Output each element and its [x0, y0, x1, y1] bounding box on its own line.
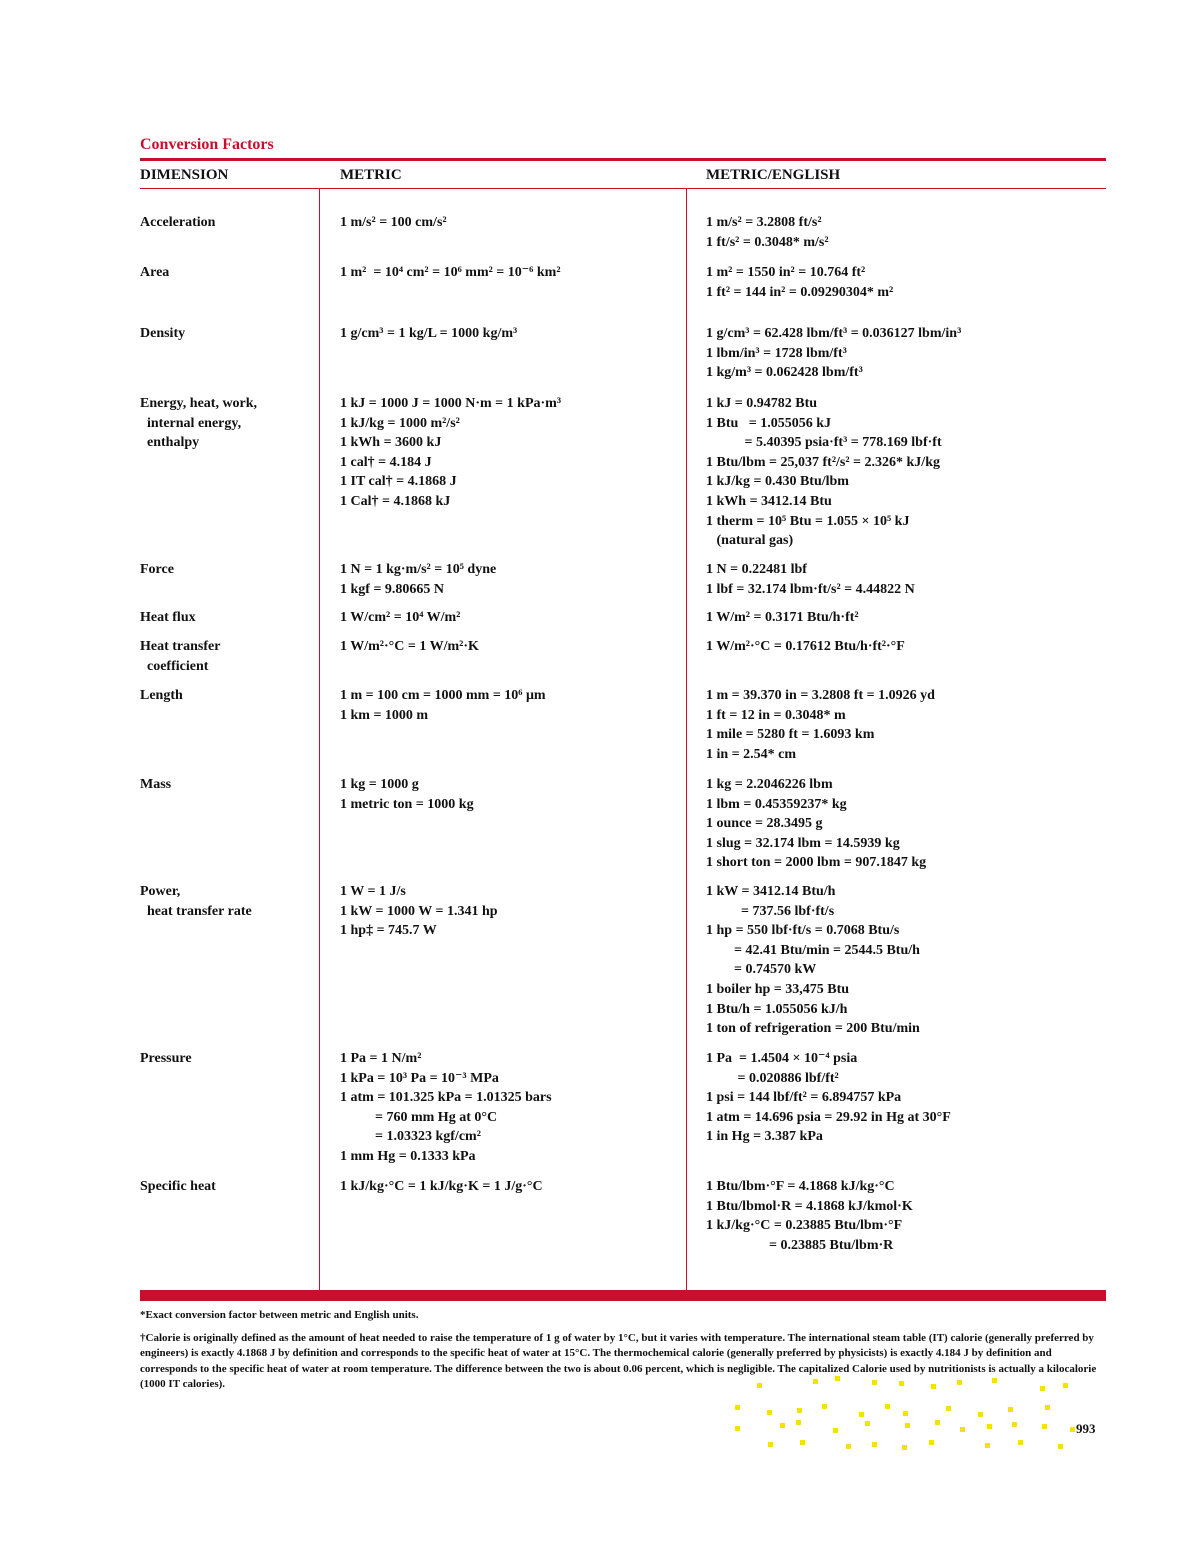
dimension-cell	[140, 1177, 315, 1197]
decorative-dot	[859, 1412, 864, 1417]
cell-line: 1 m/s² = 100 cm/s²	[340, 215, 447, 230]
table-header	[140, 167, 1106, 187]
cell-line: 1 W/m² = 0.3171 Btu/h·ft²	[706, 610, 859, 625]
metric-cell	[340, 686, 680, 725]
dimension-cell	[140, 213, 315, 233]
decorative-dot	[872, 1442, 877, 1447]
column-divider	[686, 188, 687, 1290]
cell-line: enthalpy	[140, 435, 200, 451]
decorative-dot	[800, 1440, 805, 1445]
cell-line: = 0.23885 Btu/lbm·R	[706, 1237, 894, 1253]
cell-line: 1 mm Hg = 0.1333 kPa	[340, 1148, 476, 1164]
decorative-dot	[757, 1383, 762, 1388]
cell-line: Specific heat	[140, 1179, 216, 1194]
cell-line: 1 short ton = 2000 lbm = 907.1847 kg	[706, 855, 927, 871]
cell-line: 1 kJ/kg = 1000 m²/s²	[340, 415, 460, 431]
cell-line: = 5.40395 psia·ft³ = 778.169 lbf·ft	[706, 435, 942, 451]
decorative-dot	[797, 1408, 802, 1413]
cell-line: 1 lbm = 0.45359237* kg	[706, 796, 847, 812]
cell-line: 1 g/cm³ = 62.428 lbm/ft³ = 0.036127 lbm/in³	[706, 326, 962, 341]
cell-line: 1 kWh = 3412.14 Btu	[706, 493, 832, 509]
cell-line: = 737.56 lbf·ft/s	[706, 903, 835, 919]
cell-line: = 42.41 Btu/min = 2544.5 Btu/h	[706, 942, 920, 958]
metric-cell	[340, 394, 680, 512]
decorative-dot	[902, 1445, 907, 1450]
cell-line: Acceleration	[140, 215, 216, 230]
cell-line: 1 m² = 10⁴ cm² = 10⁶ mm² = 10⁻⁶ km²	[340, 265, 561, 280]
header-metric: METRIC	[340, 167, 402, 183]
cell-line: = 1.03323 kgf/cm²	[340, 1129, 481, 1145]
cell-line: 1 Cal† = 4.1868 kJ	[340, 493, 451, 509]
decorative-dot	[1040, 1386, 1045, 1391]
dimension-cell	[140, 560, 315, 580]
metric-english-cell	[706, 637, 1106, 657]
cell-line: Length	[140, 688, 183, 703]
cell-line: 1 in Hg = 3.387 kPa	[706, 1129, 823, 1145]
decorative-dot	[899, 1381, 904, 1386]
metric-cell	[340, 324, 680, 344]
cell-line: 1 lbm/in³ = 1728 lbm/ft³	[706, 345, 847, 361]
cell-line: 1 cal† = 4.184 J	[340, 454, 432, 470]
cell-line: 1 m = 39.370 in = 3.2808 ft = 1.0926 yd	[706, 688, 935, 703]
cell-line: 1 Btu/lbm = 25,037 ft²/s² = 2.326* kJ/kg	[706, 454, 940, 470]
cell-line: 1 Pa = 1.4504 × 10⁻⁴ psia	[706, 1051, 858, 1066]
dimension-cell	[140, 324, 315, 344]
dimension-cell	[140, 686, 315, 706]
cell-line: 1 kJ/kg·°C = 0.23885 Btu/lbm·°F	[706, 1218, 903, 1234]
cell-line: Pressure	[140, 1051, 192, 1066]
cell-line: Heat flux	[140, 610, 196, 625]
cell-line: heat transfer rate	[140, 903, 252, 919]
cell-line: 1 Pa = 1 N/m²	[340, 1051, 422, 1066]
decorative-dot	[985, 1443, 990, 1448]
metric-english-cell	[706, 686, 1106, 764]
decorative-dot	[768, 1442, 773, 1447]
decorative-dot	[1045, 1405, 1050, 1410]
cell-line: 1 N = 1 kg·m/s² = 10⁵ dyne	[340, 562, 497, 577]
metric-cell	[340, 775, 680, 814]
column-divider	[319, 188, 320, 1290]
cell-line: 1 ounce = 28.3495 g	[706, 816, 823, 832]
cell-line: 1 Btu/lbmol·R = 4.1868 kJ/kmol·K	[706, 1198, 913, 1214]
cell-line: internal energy,	[140, 415, 242, 431]
decorative-dot	[987, 1424, 992, 1429]
dimension-cell	[140, 1049, 315, 1069]
cell-line: 1 ft/s² = 0.3048* m/s²	[706, 234, 829, 250]
decorative-dot	[905, 1423, 910, 1428]
page-title: Conversion Factors	[140, 136, 274, 153]
cell-line: 1 kWh = 3600 kJ	[340, 435, 442, 451]
footnote-exact: *Exact conversion factor between metric and English units.	[140, 1309, 419, 1321]
dimension-cell	[140, 775, 315, 795]
header-metric-english: METRIC/ENGLISH	[706, 167, 841, 183]
cell-line: 1 IT cal† = 4.1868 J	[340, 474, 457, 490]
cell-line: 1 W/cm² = 10⁴ W/m²	[340, 610, 461, 625]
cell-line: 1 W = 1 J/s	[340, 884, 406, 899]
bottom-rule	[140, 1290, 1106, 1301]
cell-line: 1 psi = 144 lbf/ft² = 6.894757 kPa	[706, 1090, 902, 1106]
decorative-dot	[935, 1420, 940, 1425]
cell-line: 1 m = 100 cm = 1000 mm = 10⁶ μm	[340, 688, 546, 703]
metric-english-cell	[706, 608, 1106, 628]
decorative-dot	[931, 1384, 936, 1389]
cell-line: 1 kg = 2.2046226 lbm	[706, 777, 833, 792]
cell-line: Area	[140, 265, 170, 280]
decorative-dot	[946, 1406, 951, 1411]
metric-cell	[340, 1049, 680, 1167]
decorative-dot	[796, 1420, 801, 1425]
metric-english-cell	[706, 394, 1106, 551]
dimension-cell	[140, 263, 315, 283]
metric-english-cell	[706, 882, 1106, 1039]
decorative-dot	[813, 1379, 818, 1384]
cell-line: = 0.020886 lbf/ft²	[706, 1070, 839, 1086]
cell-line: Mass	[140, 777, 172, 792]
cell-line: = 760 mm Hg at 0°C	[340, 1109, 498, 1125]
decorative-dot	[885, 1404, 890, 1409]
cell-line: 1 kJ/kg = 0.430 Btu/lbm	[706, 474, 849, 490]
metric-english-cell	[706, 263, 1106, 302]
metric-english-cell	[706, 775, 1106, 873]
cell-line: 1 g/cm³ = 1 kg/L = 1000 kg/m³	[340, 326, 518, 341]
metric-english-cell	[706, 560, 1106, 599]
decorative-dot	[835, 1376, 840, 1381]
cell-line: = 0.74570 kW	[706, 962, 817, 978]
cell-line: 1 therm = 10⁵ Btu = 1.055 × 10⁵ kJ	[706, 513, 910, 529]
dimension-cell	[140, 608, 315, 628]
decorative-dot	[1018, 1440, 1023, 1445]
cell-line: 1 mile = 5280 ft = 1.6093 km	[706, 727, 875, 743]
decorative-dot	[1063, 1383, 1068, 1388]
metric-english-cell	[706, 213, 1106, 252]
decorative-dot	[992, 1378, 997, 1383]
cell-line: 1 kJ/kg·°C = 1 kJ/kg·K = 1 J/g·°C	[340, 1179, 543, 1194]
cell-line: 1 m² = 1550 in² = 10.764 ft²	[706, 265, 866, 280]
cell-line: 1 Btu/lbm·°F = 4.1868 kJ/kg·°C	[706, 1179, 895, 1194]
decorative-dot	[735, 1426, 740, 1431]
header-rule	[140, 188, 1106, 189]
decorative-dot	[767, 1410, 772, 1415]
cell-line: 1 hp = 550 lbf·ft/s = 0.7068 Btu/s	[706, 923, 900, 939]
decorative-dot	[1008, 1407, 1013, 1412]
metric-cell	[340, 608, 680, 628]
cell-line: 1 Btu/h = 1.055056 kJ/h	[706, 1001, 848, 1017]
cell-line: coefficient	[140, 658, 209, 674]
decorative-dot	[903, 1411, 908, 1416]
cell-line: 1 kW = 1000 W = 1.341 hp	[340, 903, 498, 919]
decorative-dot	[780, 1423, 785, 1428]
header-dimension: DIMENSION	[140, 167, 229, 183]
cell-line: 1 slug = 32.174 lbm = 14.5939 kg	[706, 835, 900, 851]
dimension-cell	[140, 637, 315, 676]
footnotes	[140, 1308, 1100, 1400]
cell-line: Power,	[140, 884, 181, 899]
metric-cell	[340, 263, 680, 283]
decorative-dot	[929, 1440, 934, 1445]
cell-line: 1 kJ = 1000 J = 1000 N·m = 1 kPa·m³	[340, 396, 562, 411]
dimension-cell	[140, 394, 315, 453]
metric-english-cell	[706, 324, 1106, 383]
decorative-dot	[822, 1404, 827, 1409]
cell-line: 1 W/m²·°C = 1 W/m²·K	[340, 639, 479, 654]
cell-line: 1 Btu = 1.055056 kJ	[706, 415, 832, 431]
cell-line: 1 kg/m³ = 0.062428 lbm/ft³	[706, 365, 863, 381]
metric-cell	[340, 560, 680, 599]
cell-line: Force	[140, 562, 174, 577]
cell-line: 1 ton of refrigeration = 200 Btu/min	[706, 1021, 920, 1037]
decorative-dot	[978, 1412, 983, 1417]
metric-english-cell	[706, 1049, 1106, 1147]
decorative-dot	[872, 1380, 877, 1385]
metric-cell	[340, 882, 680, 941]
decorative-dot	[1070, 1427, 1075, 1432]
cell-line: 1 boiler hp = 33,475 Btu	[706, 981, 850, 997]
cell-line: 1 kJ = 0.94782 Btu	[706, 396, 818, 411]
cell-line: (natural gas)	[706, 533, 794, 549]
cell-line: 1 kgf = 9.80665 N	[340, 581, 445, 597]
metric-cell	[340, 637, 680, 657]
cell-line: 1 in = 2.54* cm	[706, 746, 797, 762]
cell-line: Energy, heat, work,	[140, 396, 258, 411]
cell-line: 1 hp‡ = 745.7 W	[340, 923, 437, 939]
decorative-dot	[1058, 1444, 1063, 1449]
dimension-cell	[140, 882, 315, 921]
cell-line: 1 N = 0.22481 lbf	[706, 562, 807, 577]
cell-line: 1 kPa = 10³ Pa = 10⁻³ MPa	[340, 1070, 499, 1086]
cell-line: 1 m/s² = 3.2808 ft/s²	[706, 215, 822, 230]
cell-line: 1 ft = 12 in = 0.3048* m	[706, 707, 846, 723]
footnote-calorie: †Calorie is originally defined as the amount of heat needed to raise the temperature of 1 g of water by 1°C, but it varies with temperature. The international steam table (IT) calorie (generally preferred by engineers) is exactly 4.1868 J by definition and corresponds to the specific heat of water at 15°C. The thermochemical calorie (generally preferred by physicists) is exactly 4.184 J by definition and corresponds to the specific heat of water at room temperature. The difference between the two is about 0.06 percent, which is negligible. The capitalized Calorie used by nutritionists is actually a kilocalorie (1000 IT calories).	[140, 1331, 1097, 1390]
decorative-dot	[1042, 1424, 1047, 1429]
metric-cell	[340, 1177, 680, 1197]
decorative-dot	[957, 1380, 962, 1385]
decorative-dot	[960, 1427, 965, 1432]
decorative-dot	[833, 1428, 838, 1433]
cell-line: 1 atm = 14.696 psia = 29.92 in Hg at 30°F	[706, 1109, 951, 1125]
cell-line: 1 kg = 1000 g	[340, 777, 419, 792]
top-rule	[140, 158, 1106, 161]
metric-cell	[340, 213, 680, 233]
cell-line: 1 lbf = 32.174 lbm·ft/s² = 4.44822 N	[706, 581, 915, 597]
decorative-dot	[1012, 1422, 1017, 1427]
cell-line: 1 W/m²·°C = 0.17612 Btu/h·ft²·°F	[706, 639, 905, 654]
cell-line: 1 ft² = 144 in² = 0.09290304* m²	[706, 284, 894, 300]
cell-line: Density	[140, 326, 186, 341]
cell-line: 1 kW = 3412.14 Btu/h	[706, 884, 836, 899]
cell-line: 1 km = 1000 m	[340, 707, 429, 723]
decorative-dot	[846, 1444, 851, 1449]
cell-line: Heat transfer	[140, 639, 221, 654]
cell-line: 1 atm = 101.325 kPa = 1.01325 bars	[340, 1090, 552, 1106]
decorative-dot	[865, 1421, 870, 1426]
page-number: 993	[1076, 1421, 1096, 1436]
cell-line: 1 metric ton = 1000 kg	[340, 796, 474, 812]
decorative-dot	[735, 1405, 740, 1410]
metric-english-cell	[706, 1177, 1106, 1255]
